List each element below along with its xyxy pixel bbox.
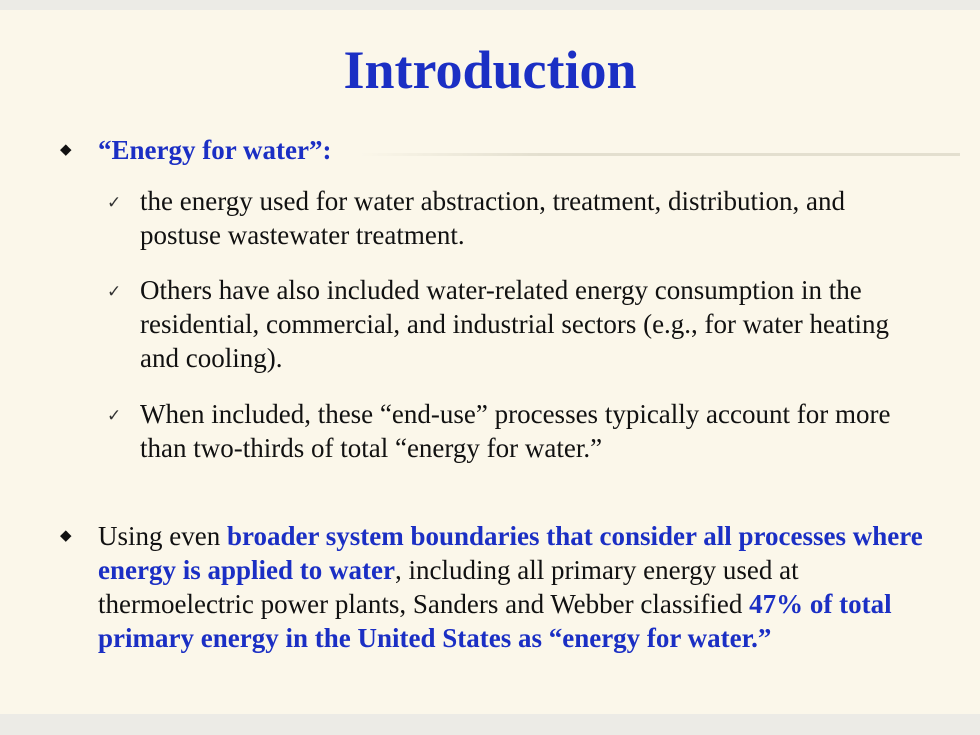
sub-bullet-text: the energy used for water abstraction, treatment, distribution, and postuse wastewater treatment. [140, 186, 846, 250]
checkmark-icon: ✓ [107, 406, 122, 426]
bullet-text-plain: , including all primary energy used at thermoelectric power plants, Sanders and Webber classified [98, 555, 799, 619]
bullet-broader-boundaries [60, 519, 948, 655]
slide-title: Introduction [343, 40, 637, 100]
sub-bullet-two-thirds [107, 397, 930, 465]
diamond-icon: ◆ [60, 528, 72, 544]
bullet-energy-for-water [60, 133, 948, 167]
sub-bullet-definition [107, 184, 930, 252]
sub-bullet-text: When included, these “end-use” processes typically account for more than two-thirds of total “energy for water.” [140, 399, 891, 463]
diamond-icon: ◆ [60, 142, 72, 158]
checkmark-icon: ✓ [107, 282, 122, 302]
sub-bullet-text: Others have also included water-related energy consumption in the residential, commercial, and industrial sectors (e.g., for water heating and cooling). [140, 275, 889, 373]
checkmark-icon: ✓ [107, 193, 122, 213]
bullet-text-highlight: broader system boundaries that consider all processes where energy is applied to water [98, 521, 923, 585]
bullet-text-plain: Using even [98, 521, 227, 551]
sub-bullet-end-use-consumption [107, 273, 930, 375]
bullet-text-highlight: 47% of total primary energy in the United States as “energy for water.” [98, 589, 892, 653]
bullet-heading: “Energy for water”: [98, 135, 332, 165]
slide [0, 10, 980, 714]
